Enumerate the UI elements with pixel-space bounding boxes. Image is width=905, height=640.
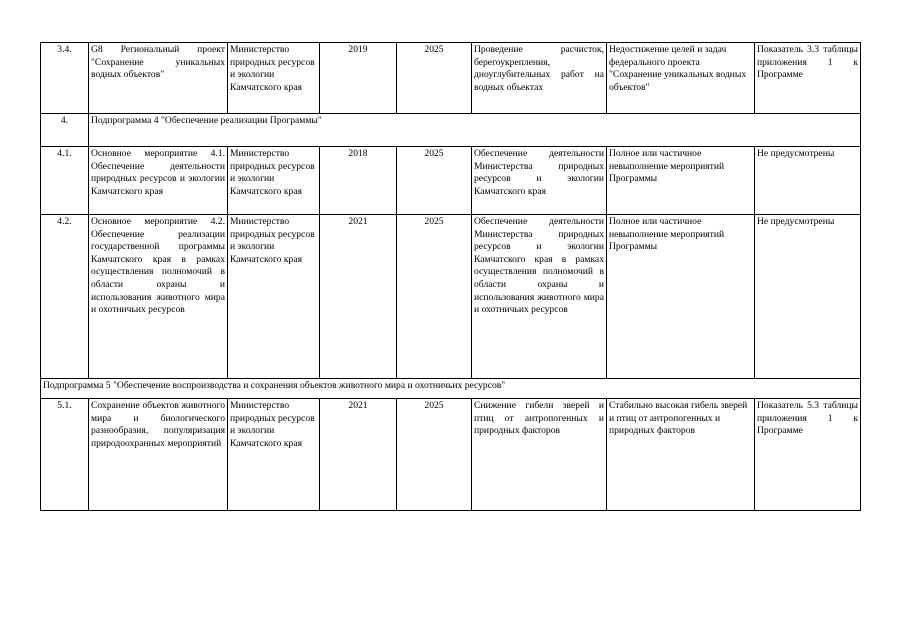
- subprogram-header-row: [41, 379, 861, 399]
- measure-name: Основное мероприятие 4.2. Обеспечение реализации государственной программы Камчатского края в рамках осуществления полномочий в области охраны и использования животного мира и охотничьих ресурсов: [89, 215, 228, 379]
- related-indicators: Не предусмотрены: [755, 147, 861, 215]
- responsible-executor: Министерство природных ресурсов и экологии Камчатского края: [228, 215, 320, 379]
- end-year: 2025: [397, 215, 472, 379]
- measure-name: G8 Региональный проект "Сохранение уникальных водных объектов": [89, 43, 228, 114]
- row-number: 3.4.: [41, 43, 89, 114]
- expected-result: Обеспечение деятельности Министерства природных ресурсов и экологии Камчатского края: [472, 147, 607, 215]
- related-indicators: Не предусмотрены: [755, 215, 861, 379]
- expected-result: Проведение расчисток, берегоукрепления, дноуглубительных работ на водных объектах: [472, 43, 607, 114]
- row-number: 4.2.: [41, 215, 89, 379]
- non-implementation-consequences: Недостижение целей и задач федерального проекта "Сохранение уникальных водных объектов": [607, 43, 755, 114]
- table-row: [41, 147, 861, 215]
- expected-result: Снижение гибели зверей и птиц от антропогенных и природных факторов: [472, 399, 607, 511]
- responsible-executor: Министерство природных ресурсов и экологии Камчатского края: [228, 399, 320, 511]
- subprogram-title: Подпрограмма 4 "Обеспечение реализации Программы": [89, 114, 861, 147]
- responsible-executor: Министерство природных ресурсов и экологии Камчатского края: [228, 147, 320, 215]
- start-year: 2018: [320, 147, 397, 215]
- measure-name: Основное мероприятие 4.1. Обеспечение деятельности природных ресурсов и экологии Камчатского края: [89, 147, 228, 215]
- start-year: 2019: [320, 43, 397, 114]
- row-number: 5.1.: [41, 399, 89, 511]
- related-indicators: Показатель 3.3 таблицы приложения 1 к Программе: [755, 43, 861, 114]
- non-implementation-consequences: Полное или частичное невыполнение мероприятий Программы: [607, 215, 755, 379]
- subprogram-title: Подпрограмма 5 "Обеспечение воспроизводства и сохранения объектов животного мира и охотничьих ресурсов": [41, 379, 861, 399]
- subprogram-number: 4.: [41, 114, 89, 147]
- table-row: [41, 215, 861, 379]
- row-number: 4.1.: [41, 147, 89, 215]
- measure-name: Сохранение объектов животного мира и биологического разнообразия, популяризация природоохранных мероприятий: [89, 399, 228, 511]
- end-year: 2025: [397, 399, 472, 511]
- table-row: [41, 43, 861, 114]
- non-implementation-consequences: Полное или частичное невыполнение мероприятий Программы: [607, 147, 755, 215]
- end-year: 2025: [397, 43, 472, 114]
- responsible-executor: Министерство природных ресурсов и экологии Камчатского края: [228, 43, 320, 114]
- table-row: [41, 399, 861, 511]
- start-year: 2021: [320, 399, 397, 511]
- subprogram-header-row: [41, 114, 861, 147]
- program-measures-table: [40, 42, 861, 511]
- expected-result: Обеспечение деятельности Министерства природных ресурсов и экологии Камчатского края в рамках осуществления полномочий в области охраны и использования животного мира и охотничьих ресурсов: [472, 215, 607, 379]
- start-year: 2021: [320, 215, 397, 379]
- non-implementation-consequences: Стабильно высокая гибель зверей и птиц от антропогенных и природных факторов: [607, 399, 755, 511]
- end-year: 2025: [397, 147, 472, 215]
- related-indicators: Показатель 5.3 таблицы приложения 1 к Программе: [755, 399, 861, 511]
